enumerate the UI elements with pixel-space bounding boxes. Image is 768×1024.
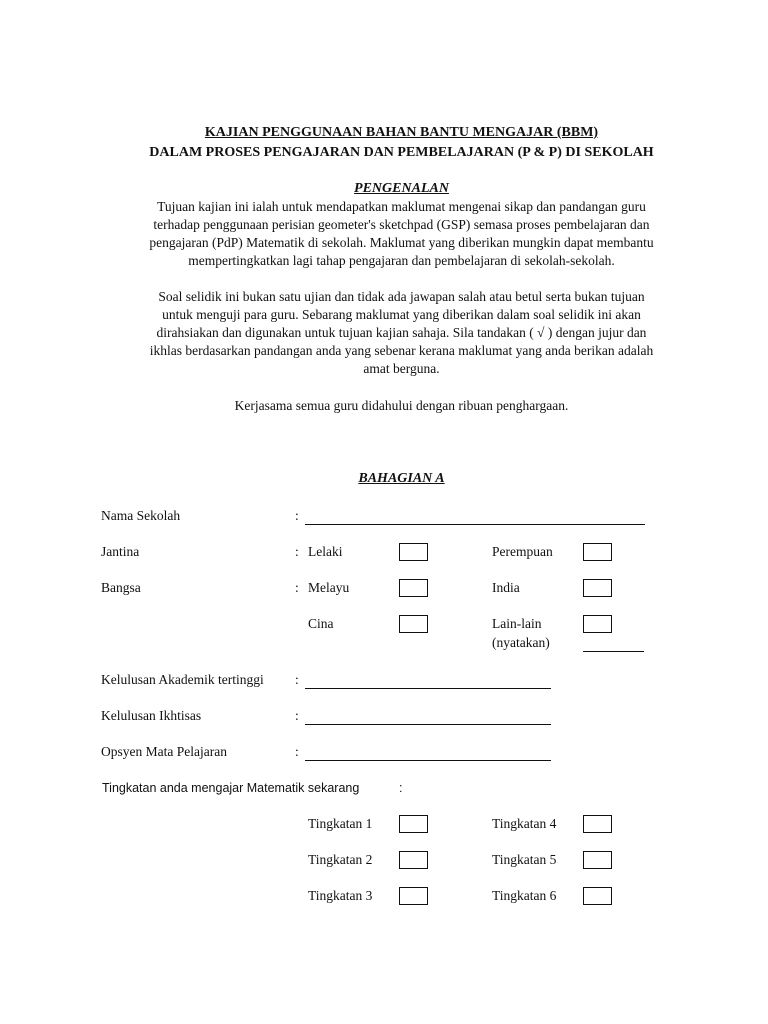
nyatakan-input-line[interactable]: [583, 651, 644, 652]
perempuan-checkbox[interactable]: [583, 543, 612, 561]
india-label: India: [492, 580, 520, 595]
document-title-line1: [0, 125, 768, 141]
tingkatan-4-label: Tingkatan 4: [492, 816, 557, 831]
india-checkbox[interactable]: [583, 579, 612, 597]
document-title-line2: DALAM PROSES PENGAJARAN DAN PEMBELAJARAN (P & P) DI SEKOLAH: [149, 145, 654, 160]
intro-para1-line: terhadap penggunaan perisian geometer's sketchpad (GSP) semasa proses pembelajaran dan: [153, 217, 650, 232]
colon: :: [295, 544, 299, 559]
nama-sekolah-input-line[interactable]: [305, 524, 645, 525]
title-line1-text: KAJIAN PENGGUNAAN BAHAN BANTU MENGAJAR (BBM): [204, 125, 599, 140]
colon: :: [295, 744, 299, 759]
intro-para2-line: amat berguna.: [363, 361, 440, 376]
tingkatan-2-checkbox[interactable]: [399, 851, 428, 869]
intro-para1-line: mempertingkatkan lagi tahap pengajaran dan pembelajaran di sekolah-sekolah.: [188, 253, 615, 268]
jantina-label: Jantina: [101, 544, 140, 559]
intro-para2-line: ikhlas berdasarkan pandangan anda yang sebenar kerana maklumat yang anda berikan adalah: [149, 343, 654, 358]
melayu-label: Melayu: [308, 580, 350, 595]
opsyen-input-line[interactable]: [305, 760, 551, 761]
colon: :: [295, 508, 299, 523]
tingkatan-1-label: Tingkatan 1: [308, 816, 373, 831]
section-a-heading: BAHAGIAN A: [358, 471, 445, 486]
perempuan-label: Perempuan: [492, 544, 553, 559]
nyatakan-label: (nyatakan): [492, 635, 550, 650]
colon: :: [295, 672, 299, 687]
intro-para2-line: dirahsiakan dan digunakan untuk tujuan kajian sahaja. Sila tandakan ( √ ) dengan jujur dan: [156, 325, 647, 340]
intro-para3: Kerjasama semua guru didahului dengan ribuan penghargaan.: [234, 398, 569, 413]
colon: :: [295, 580, 299, 595]
tingkatan-5-label: Tingkatan 5: [492, 852, 557, 867]
melayu-checkbox[interactable]: [399, 579, 428, 597]
intro-para1-line: pengajaran (PdP) Matematik di sekolah. Maklumat yang diberikan mungkin dapat membantu: [149, 235, 654, 250]
tingkatan-question-label: Tingkatan anda mengajar Matematik sekarang: [102, 781, 360, 795]
lelaki-label: Lelaki: [308, 544, 343, 559]
tingkatan-6-checkbox[interactable]: [583, 887, 612, 905]
kelulusan-akademik-input-line[interactable]: [305, 688, 551, 689]
intro-heading: PENGENALAN: [354, 181, 449, 196]
tingkatan-5-checkbox[interactable]: [583, 851, 612, 869]
intro-para2-line: Soal selidik ini bukan satu ujian dan tidak ada jawapan salah atau betul serta bukan tujuan: [158, 289, 645, 304]
lain-lain-checkbox[interactable]: [583, 615, 612, 633]
cina-label: Cina: [308, 616, 334, 631]
opsyen-label: Opsyen Mata Pelajaran: [101, 744, 227, 759]
tingkatan-4-checkbox[interactable]: [583, 815, 612, 833]
kelulusan-ikhtisas-input-line[interactable]: [305, 724, 551, 725]
tingkatan-6-label: Tingkatan 6: [492, 888, 557, 903]
bangsa-label: Bangsa: [101, 580, 141, 595]
intro-para2-line: untuk menguji para guru. Sebarang maklumat yang diberikan dalam soal selidik ini akan: [162, 307, 641, 322]
lelaki-checkbox[interactable]: [399, 543, 428, 561]
cina-checkbox[interactable]: [399, 615, 428, 633]
tingkatan-1-checkbox[interactable]: [399, 815, 428, 833]
kelulusan-akademik-label: Kelulusan Akademik tertinggi: [101, 672, 264, 687]
lain-lain-label: Lain-lain: [492, 616, 542, 631]
tingkatan-2-label: Tingkatan 2: [308, 852, 373, 867]
tingkatan-3-checkbox[interactable]: [399, 887, 428, 905]
colon: :: [295, 708, 299, 723]
tingkatan-3-label: Tingkatan 3: [308, 888, 373, 903]
nama-sekolah-label: Nama Sekolah: [101, 508, 181, 523]
colon: :: [399, 781, 403, 795]
intro-para1-line: Tujuan kajian ini ialah untuk mendapatkan maklumat mengenai sikap dan pandangan guru: [157, 199, 646, 214]
kelulusan-ikhtisas-label: Kelulusan Ikhtisas: [101, 708, 202, 723]
